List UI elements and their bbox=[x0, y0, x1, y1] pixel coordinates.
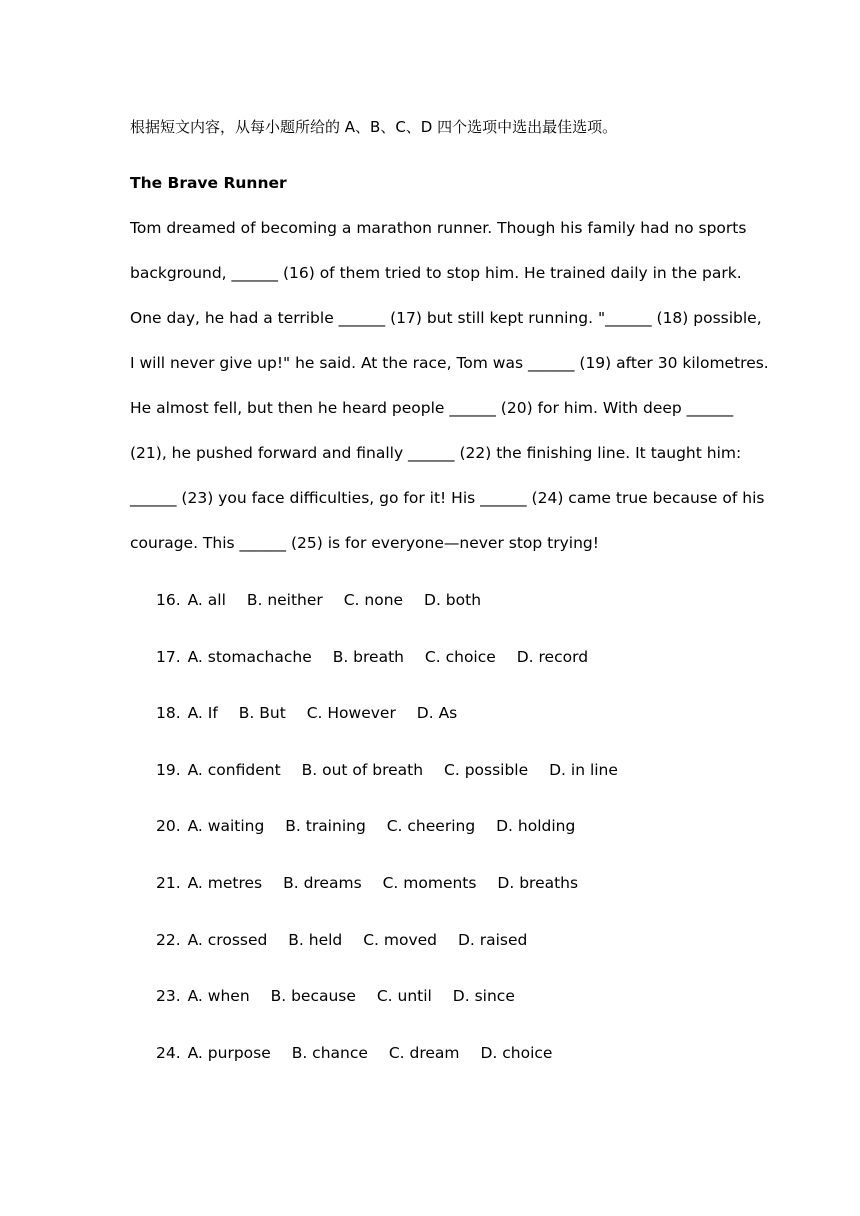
option-c: C. dream bbox=[388, 1043, 460, 1062]
option-c: C. moments bbox=[382, 873, 477, 892]
passage-line: Tom dreamed of becoming a marathon runner. Though his family had no sports bbox=[130, 219, 747, 237]
option-c: C. cheering bbox=[386, 817, 476, 836]
option-c: C. However bbox=[306, 704, 396, 723]
options-list bbox=[156, 580, 740, 1089]
option-a: A. waiting bbox=[187, 817, 265, 836]
option-a: A. when bbox=[187, 987, 250, 1006]
option-b: B. neither bbox=[246, 591, 323, 609]
option-b: B. held bbox=[288, 930, 343, 949]
question-row-24 bbox=[156, 1033, 740, 1090]
option-a: A. confident bbox=[187, 760, 281, 779]
question-number: 20. bbox=[156, 817, 181, 836]
passage-line: One day, he had a terrible ______ (17) but still kept running. "______ (18) possible, bbox=[130, 309, 762, 327]
question-number: 19. bbox=[156, 760, 181, 779]
question-number: 18. bbox=[156, 704, 181, 723]
question-number: 23. bbox=[156, 987, 181, 1006]
option-b: B. But bbox=[238, 704, 286, 723]
option-b: B. dreams bbox=[283, 873, 362, 892]
question-row-20 bbox=[156, 806, 740, 863]
option-c: C. possible bbox=[444, 760, 529, 779]
passage-line: ______ (23) you face difficulties, go for it! His ______ (24) came true because of his bbox=[130, 489, 765, 507]
question-row-18 bbox=[156, 693, 740, 750]
question-row-17 bbox=[156, 637, 740, 694]
option-b: B. breath bbox=[332, 647, 404, 666]
question-row-19 bbox=[156, 750, 740, 807]
instruction-text: 根据短文内容，从每小题所给的 A、B、C、D 四个选项中选出最佳选项。 bbox=[130, 118, 618, 136]
option-c: C. none bbox=[343, 591, 404, 609]
option-c: C. until bbox=[376, 987, 432, 1006]
passage-line: I will never give up!" he said. At the race, Tom was ______ (19) after 30 kilometres. bbox=[130, 354, 769, 372]
option-d: D. record bbox=[516, 647, 589, 666]
option-a: A. crossed bbox=[187, 930, 268, 949]
option-d: D. breaths bbox=[497, 873, 579, 892]
option-d: D. in line bbox=[549, 760, 618, 779]
passage-line: (21), he pushed forward and finally ______ (22) the finishing line. It taught him: bbox=[130, 444, 742, 462]
option-a: A. purpose bbox=[187, 1043, 271, 1062]
option-a: A. metres bbox=[187, 873, 263, 892]
option-b: B. out of breath bbox=[301, 760, 424, 779]
option-b: B. because bbox=[270, 987, 356, 1006]
option-d: D. choice bbox=[480, 1043, 553, 1062]
option-b: B. training bbox=[285, 817, 366, 836]
question-row-22 bbox=[156, 920, 740, 977]
question-number: 17. bbox=[156, 647, 181, 666]
option-d: D. As bbox=[416, 704, 458, 723]
question-number: 24. bbox=[156, 1043, 181, 1062]
option-d: D. holding bbox=[496, 817, 576, 836]
option-d: D. raised bbox=[457, 930, 528, 949]
passage-line: courage. This ______ (25) is for everyone—never stop trying! bbox=[130, 534, 599, 552]
passage-line: background, ______ (16) of them tried to stop him. He trained daily in the park. bbox=[130, 264, 742, 282]
question-number: 21. bbox=[156, 873, 181, 892]
option-c: C. choice bbox=[424, 647, 496, 666]
question-row-21 bbox=[156, 863, 740, 920]
option-a: A. If bbox=[187, 704, 218, 723]
question-row-16 bbox=[156, 580, 740, 637]
option-a: A. all bbox=[187, 591, 226, 609]
passage-title: The Brave Runner bbox=[130, 174, 287, 192]
question-number: 22. bbox=[156, 930, 181, 949]
option-d: D. both bbox=[424, 591, 482, 609]
question-number: 16. bbox=[156, 591, 181, 609]
question-row-23 bbox=[156, 976, 740, 1033]
option-c: C. moved bbox=[363, 930, 438, 949]
option-d: D. since bbox=[452, 987, 515, 1006]
option-a: A. stomachache bbox=[187, 647, 312, 666]
passage-line: He almost fell, but then he heard people ______ (20) for him. With deep ______ bbox=[130, 399, 734, 417]
option-b: B. chance bbox=[291, 1043, 368, 1062]
passage-body bbox=[130, 206, 769, 566]
